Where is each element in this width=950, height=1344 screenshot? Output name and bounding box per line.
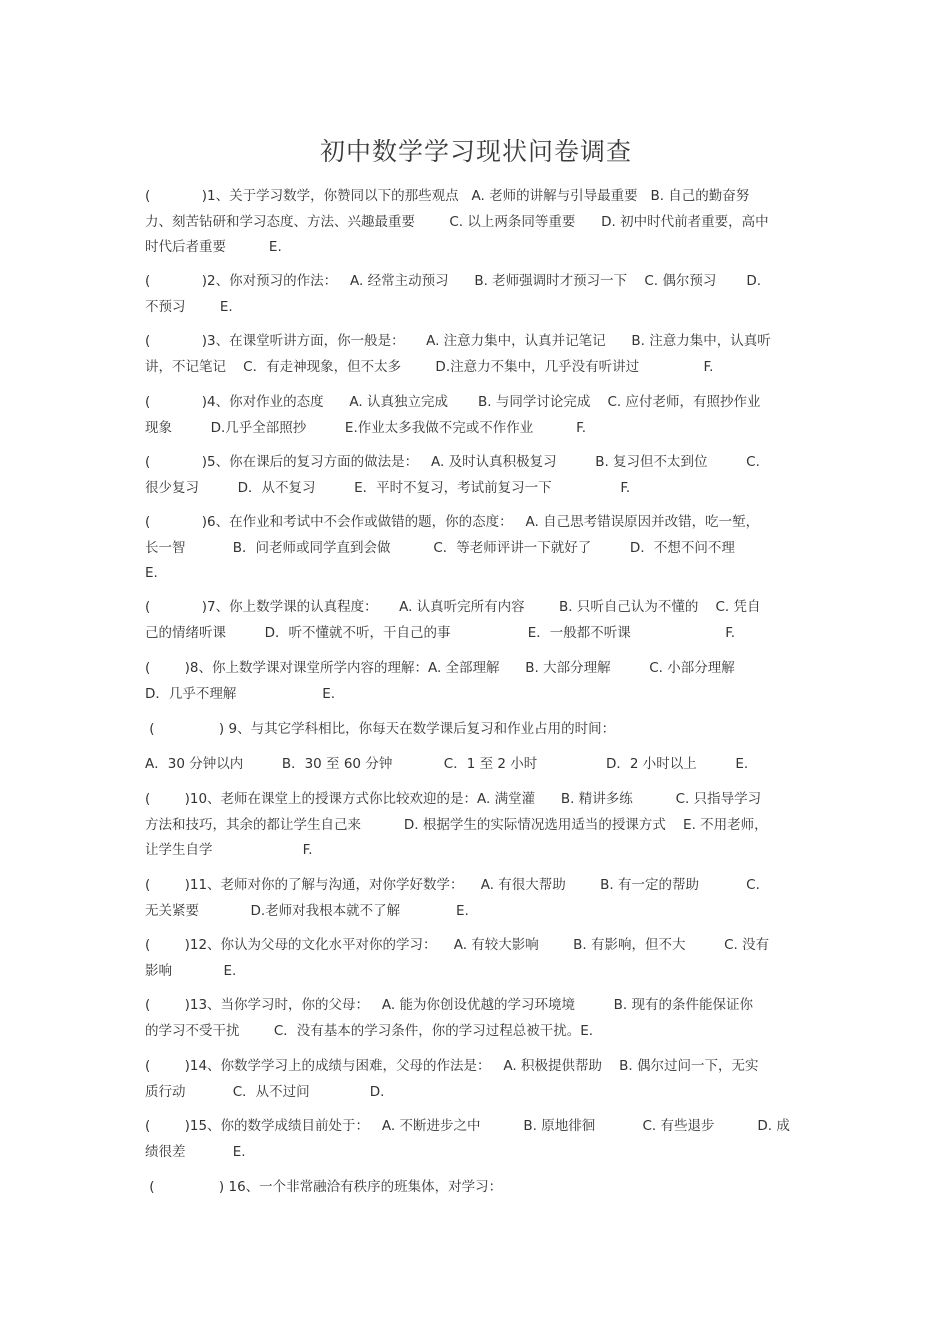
question-line: ( )4、你对作业的态度 A. 认真独立完成 B. 与同学讨论完成 C. 应付老师，有照抄作业 [145,394,761,410]
question-line: 时代后者重要 E. [145,239,282,255]
question-4 [145,390,807,441]
question-9 [145,717,807,743]
question-line: 绩很差 E. [145,1143,246,1160]
question-line: E. [145,565,158,581]
question-line: 己的情绪听课 D．听不懂就不听，干自己的事 E．一般都不听课 F. [145,624,736,641]
question-line: ( )13、当你学习时，你的父母： A. 能为你创设优越的学习环境境 B. 现有的条件能保证你 [145,997,753,1013]
question-line: 无关紧要 D.老师对我根本就不了解 E. [145,902,469,919]
question-16 [145,1175,807,1201]
question-line: ( )1、关于学习数学，你赞同以下的那些观点 A. 老师的讲解与引导最重要 B. 自己的勤奋努 [145,188,750,204]
question-line: A．30 分钟以内 B．30 至 60 分钟 C．1 至 2 小时 D．2 小时以上 E. [145,756,749,772]
question-line: 力、刻苦钻研和学习态度、方法、兴趣最重要 C. 以上两条同等重要 D. 初中时代前者重要，高中 [145,213,769,230]
question-line: 很少复习 D．从不复习 E．平时不复习，考试前复习一下 F. [145,479,631,496]
question-9-options [145,752,807,778]
question-15 [145,1114,807,1165]
question-5 [145,450,807,501]
question-line: D．几乎不理解 E. [145,685,336,702]
question-1 [145,184,807,261]
question-line: ( )14、你数学学习上的成绩与困难，父母的作法是： A. 积极提供帮助 B. 偶尔过问一下，无实 [145,1058,759,1074]
question-line: 不预习 E. [145,298,233,315]
question-10 [145,787,807,864]
question-11 [145,873,807,924]
question-line: ( )5、你在课后的复习方面的做法是： A. 及时认真积极复习 B. 复习但不太到位 C. [145,454,760,470]
question-7 [145,595,807,646]
question-line: ( )10、老师在课堂上的授课方式你比较欢迎的是：A. 满堂灌 B. 精讲多练 C. 只指导学习 [145,791,762,807]
question-2 [145,269,807,320]
question-line: ( ) 16、一个非常融洽有秩序的班集体，对学习： [145,1179,503,1195]
question-line: 影响 E. [145,962,237,979]
question-line: ( )3、在课堂听讲方面，你一般是： A. 注意力集中，认真并记笔记 B. 注意力集中，认真听 [145,333,771,349]
question-14 [145,1054,807,1105]
question-line: ( )8、你上数学课对课堂所学内容的理解：A. 全部理解 B. 大部分理解 C. 小部分理解 [145,660,735,676]
question-line: ( ) 9、与其它学科相比，你每天在数学课后复习和作业占用的时间： [145,721,616,737]
question-line: 讲，不记笔记 C．有走神现象，但不太多 D.注意力不集中，几乎没有听讲过 F. [145,358,714,375]
question-13 [145,993,807,1044]
question-line: 现象 D.几乎全部照抄 E.作业太多我做不完或不作作业 F. [145,419,587,436]
question-3 [145,329,807,380]
question-line: 质行动 C．从不过问 D. [145,1083,385,1100]
question-line: 长一智 B．问老师或同学直到会做 C．等老师评讲一下就好了 D．不想不问不理 [145,539,735,556]
page-title: 初中数学学习现状问卷调查 [319,137,632,166]
question-line: 让学生自学 F. [145,842,313,858]
question-12 [145,933,807,984]
question-line: 方法和技巧，其余的都让学生自己来 D. 根据学生的实际情况选用适当的授课方式 E. 不用老师， [145,816,768,833]
question-line: ( )6、在作业和考试中不会作或做错的题，你的态度： A. 自己思考错误原因并改错，吃一堑， [145,514,760,530]
question-6 [145,510,807,587]
question-line: 的学习不受干扰 C．没有基本的学习条件，你的学习过程总被干扰。E. [145,1022,594,1039]
question-line: ( )2、你对预习的作法： A. 经常主动预习 B. 老师强调时才预习一下 C. 偶尔预习 D. [145,273,762,289]
question-line: ( )15、你的数学成绩目前处于： A. 不断进步之中 B. 原地徘徊 C. 有些退步 D. 成 [145,1118,790,1134]
question-8 [145,656,807,707]
question-line: ( )7、你上数学课的认真程度： A. 认真听完所有内容 B. 只听自己认为不懂的 C. 凭自 [145,599,761,615]
question-line: ( )11、老师对你的了解与沟通，对你学好数学： A. 有很大帮助 B. 有一定的帮助 C. [145,877,760,893]
question-line: ( )12、你认为父母的文化水平对你的学习： A. 有较大影响 B. 有影响，但不大 C. 没有 [145,937,770,953]
